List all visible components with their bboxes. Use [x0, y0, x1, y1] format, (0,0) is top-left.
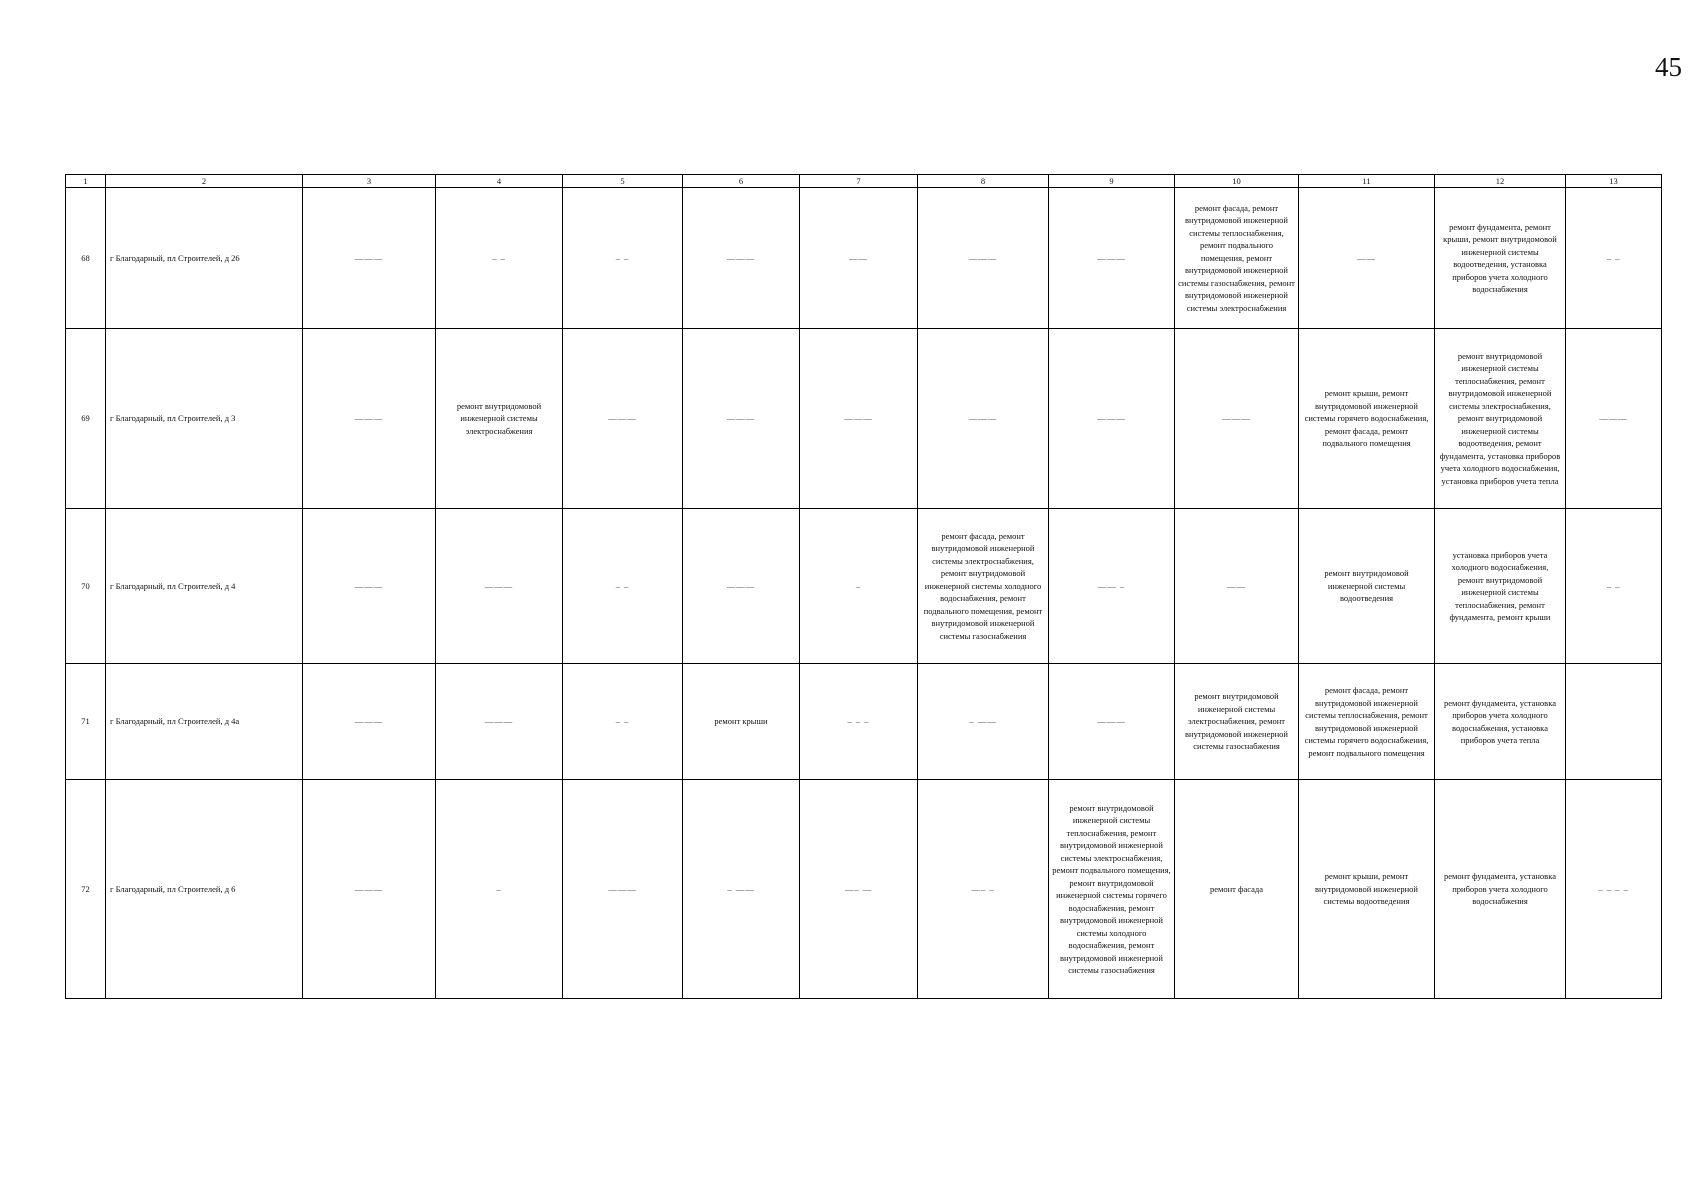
table-cell: ——— — [683, 509, 800, 664]
table-cell: ——— — [563, 329, 683, 509]
table-cell: – —— — [918, 664, 1049, 780]
table-cell: —– — — [800, 780, 918, 999]
table-cell: ——— — [1049, 329, 1175, 509]
table-cell: ремонт фундамента, установка приборов учета холодного водоснабжения — [1435, 780, 1566, 999]
table-cell: – – – — [800, 664, 918, 780]
table-cell: – —— — [683, 780, 800, 999]
table-row — [66, 329, 1662, 509]
table-cell: – — [436, 780, 563, 999]
table-cell: ——— — [303, 509, 436, 664]
column-number-header: 1 — [66, 175, 106, 188]
table-cell: ——— — [303, 329, 436, 509]
column-number-header: 7 — [800, 175, 918, 188]
table-cell: – — [800, 509, 918, 664]
row-number: 71 — [66, 664, 106, 780]
address-cell: г Благодарный, пл Строителей, д 26 — [106, 188, 303, 329]
table-cell: ремонт фасада — [1175, 780, 1299, 999]
column-number-header: 12 — [1435, 175, 1566, 188]
table-cell: ремонт фундамента, ремонт крыши, ремонт внутридомовой инженерной системы водоотведения, установка приборов учета холодного водоснабжения — [1435, 188, 1566, 329]
table-cell: ремонт крыши, ремонт внутридомовой инженерной системы горячего водоснабжения, ремонт фасада, ремонт подвального помещения — [1299, 329, 1435, 509]
table-cell: – – – – — [1566, 780, 1662, 999]
column-number-header: 4 — [436, 175, 563, 188]
table-cell: – – — [1566, 509, 1662, 664]
row-number: 70 — [66, 509, 106, 664]
table-row — [66, 509, 1662, 664]
column-number-header: 10 — [1175, 175, 1299, 188]
table-row — [66, 780, 1662, 999]
table-row — [66, 664, 1662, 780]
table-cell: ——— — [303, 664, 436, 780]
table-cell: ——— — [436, 509, 563, 664]
table-cell: ремонт фасада, ремонт внутридомовой инженерной системы теплоснабжения, ремонт подвального помещения, ремонт внутридомовой инженерной системы газоснабжения, ремонт внутридомовой инженерной системы электроснабжения — [1175, 188, 1299, 329]
column-number-header: 6 — [683, 175, 800, 188]
table-cell: ремонт фасада, ремонт внутридомовой инженерной системы электроснабжения, ремонт внутридомовой инженерной системы холодного водоснабжения, ремонт подвального помещения, ремонт внутридомовой инженерной системы газоснабжения — [918, 509, 1049, 664]
page-number: 45 — [1655, 52, 1682, 82]
table-cell: —— — [1299, 188, 1435, 329]
table-cell: ——— — [1566, 329, 1662, 509]
column-number-header: 5 — [563, 175, 683, 188]
table-cell: ремонт внутридомовой инженерной системы теплоснабжения, ремонт внутридомовой инженерной системы электроснабжения, ремонт внутридомовой инженерной системы водоотведения, ремонт фундамента, установка приборов учета холодного водоснабжения, установка приборов учета тепла — [1435, 329, 1566, 509]
row-number: 69 — [66, 329, 106, 509]
table-cell: —– – — [918, 780, 1049, 999]
repair-schedule-table — [65, 174, 1662, 999]
table-cell — [1566, 664, 1662, 780]
table-cell: —— — [800, 188, 918, 329]
table-cell: ремонт внутридомовой инженерной системы электроснабжения, ремонт внутридомовой инженерной системы газоснабжения — [1175, 664, 1299, 780]
table-cell: установка приборов учета холодного водоснабжения, ремонт внутридомовой инженерной системы теплоснабжения, ремонт фундамента, ремонт крыши — [1435, 509, 1566, 664]
table-cell: —— — [1175, 509, 1299, 664]
table-cell: ремонт фундамента, установка приборов учета холодного водоснабжения, установка приборов учета тепла — [1435, 664, 1566, 780]
address-cell: г Благодарный, пл Строителей, д 3 — [106, 329, 303, 509]
row-number: 68 — [66, 188, 106, 329]
column-number-header: 13 — [1566, 175, 1662, 188]
table-cell: – – — [563, 188, 683, 329]
table-cell: ——— — [683, 329, 800, 509]
address-cell: г Благодарный, пл Строителей, д 6 — [106, 780, 303, 999]
table-cell: ——— — [436, 664, 563, 780]
table-cell: ——— — [1175, 329, 1299, 509]
address-cell: г Благодарный, пл Строителей, д 4а — [106, 664, 303, 780]
table-cell: ——— — [800, 329, 918, 509]
column-number-header: 2 — [106, 175, 303, 188]
table-cell: ——— — [1049, 188, 1175, 329]
table-cell: – – — [436, 188, 563, 329]
table-cell: ——— — [918, 329, 1049, 509]
table-cell: ——— — [303, 188, 436, 329]
table-cell: – – — [1566, 188, 1662, 329]
table-cell: ——— — [683, 188, 800, 329]
column-number-header: 11 — [1299, 175, 1435, 188]
column-number-header-row — [66, 175, 1662, 188]
table-cell: ремонт внутридомовой инженерной системы водоотведения — [1299, 509, 1435, 664]
table-cell: ремонт фасада, ремонт внутридомовой инженерной системы теплоснабжения, ремонт внутридомовой инженерной системы горячего водоснабжения, ремонт подвального помещения — [1299, 664, 1435, 780]
table-cell: ——— — [563, 780, 683, 999]
table-cell: ремонт крыши, ремонт внутридомовой инженерной системы водоотведения — [1299, 780, 1435, 999]
table-cell: – – — [563, 664, 683, 780]
table-cell: ремонт крыши — [683, 664, 800, 780]
column-number-header: 8 — [918, 175, 1049, 188]
table-cell: – – — [563, 509, 683, 664]
table-cell: ——— — [918, 188, 1049, 329]
table-cell: ремонт внутридомовой инженерной системы теплоснабжения, ремонт внутридомовой инженерной системы электроснабжения, ремонт подвального помещения, ремонт внутридомовой инженерной системы горячего водоснабжения, ремонт внутридомовой инженерной системы холодного водоснабжения, ремонт внутридомовой инженерной системы газоснабжения — [1049, 780, 1175, 999]
table-row — [66, 188, 1662, 329]
address-cell: г Благодарный, пл Строителей, д 4 — [106, 509, 303, 664]
table-cell: ——— — [1049, 664, 1175, 780]
column-number-header: 3 — [303, 175, 436, 188]
table-cell: —— – — [1049, 509, 1175, 664]
column-number-header: 9 — [1049, 175, 1175, 188]
row-number: 72 — [66, 780, 106, 999]
table-cell: ремонт внутридомовой инженерной системы электроснабжения — [436, 329, 563, 509]
table-cell: ——— — [303, 780, 436, 999]
